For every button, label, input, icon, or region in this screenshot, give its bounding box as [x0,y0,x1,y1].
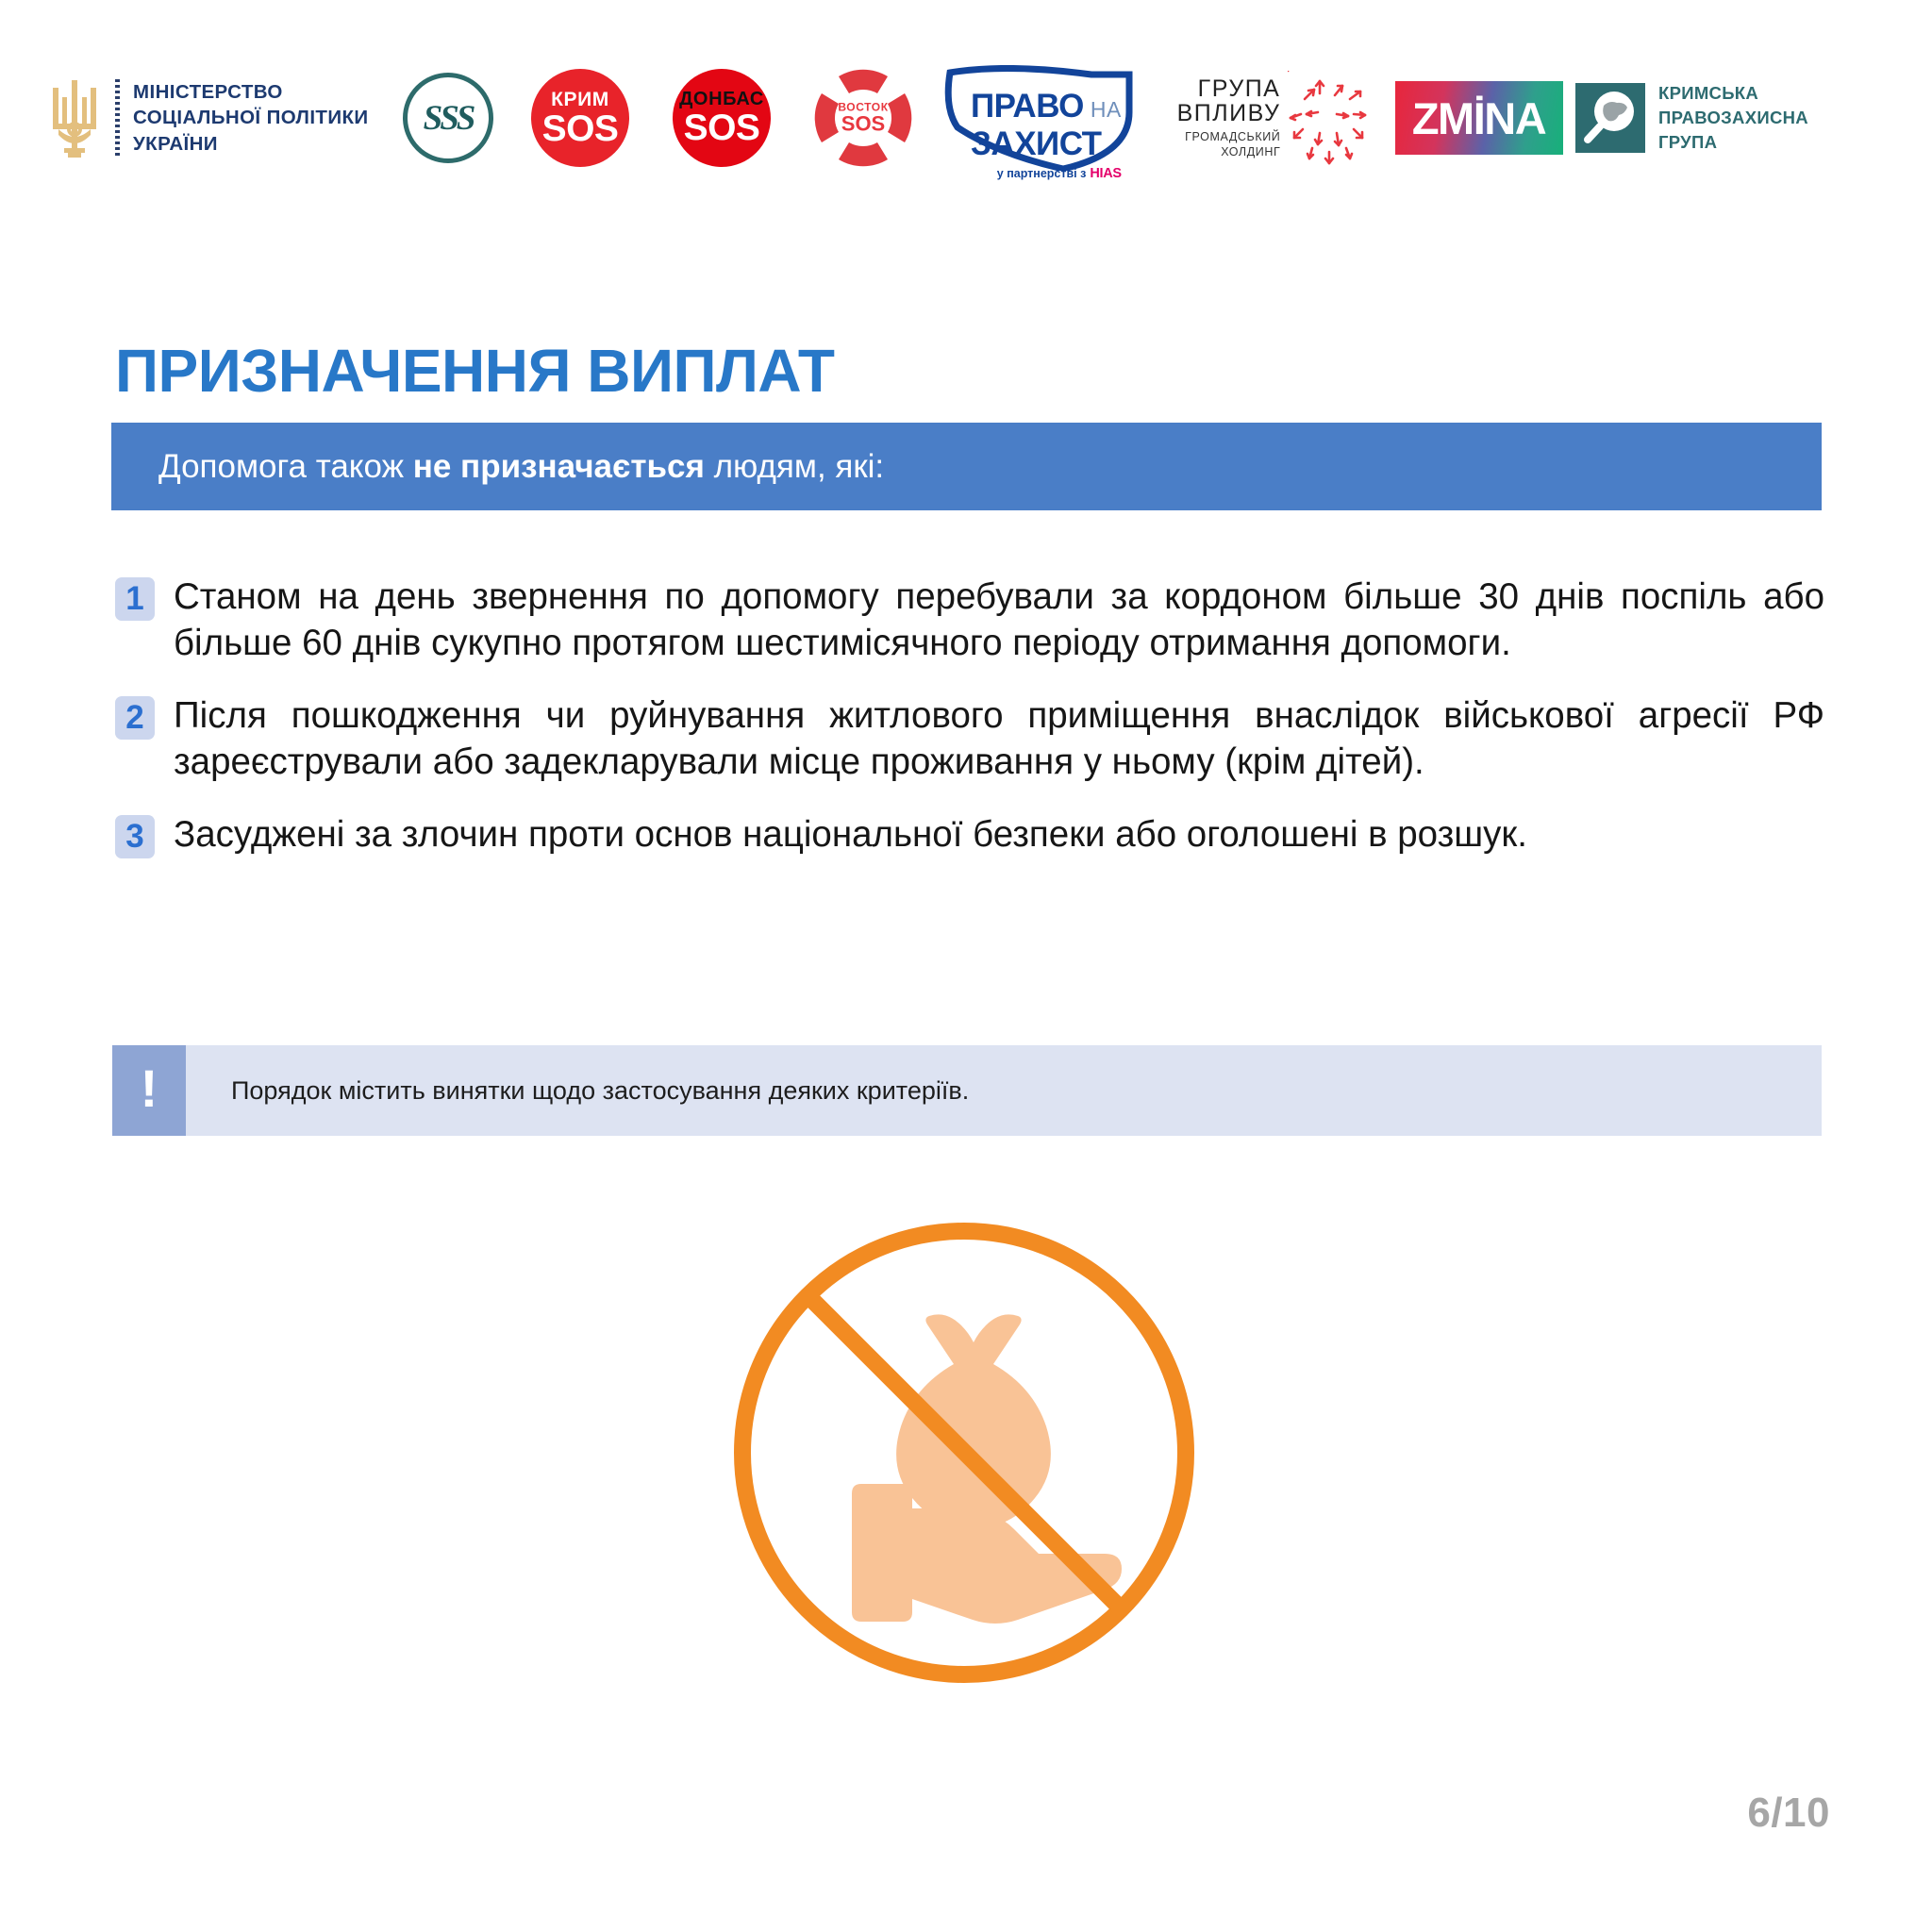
pravo-na-zakhyst-text [971,90,1122,181]
donbas-sos-circle-icon [673,69,771,167]
vostok-sos-label [812,102,914,135]
note-box [112,1045,1822,1136]
pravo-word: ПРАВО [971,88,1084,125]
partner-prefix-text: у партнерстві з [996,167,1087,180]
list-item-number-badge: 1 [115,577,155,621]
zmina-logo [1382,57,1575,179]
donbas-sos-main-text: SOS [683,108,760,148]
list-item-text: Засуджені за злочин проти основ національної безпеки або оголошені в розшук. [174,813,1527,855]
list-item-text: Після пошкодження чи руйнування житлового приміщення внаслідок військової агресії РФ зареєстрували або задекларували місце проживання у ньому (крім дітей). [174,694,1824,782]
grupa-line2: ВПЛИВУ [1176,99,1281,126]
grupa-line1: ГРУПА [1197,75,1281,102]
list-item [115,812,1824,858]
vostok-sos-top-text: ВОСТОК [838,100,889,114]
banner-suffix: людям, які: [704,447,885,485]
sss-logo [387,57,509,179]
money-bag-shape [896,1314,1051,1528]
krym-sos-main-text: SOS [541,108,619,149]
page-title: ПРИЗНАЧЕННЯ ВИПЛАТ [115,336,835,405]
exclamation-mark-glyph: ! [140,1058,158,1118]
ukraine-trident-icon [47,75,102,161]
sss-circle-icon [403,73,493,163]
zmina-gradient-box [1395,81,1563,155]
krym-sos-logo [509,57,651,179]
sss-logo-text: SSS [423,98,474,138]
grupa-sub1: ГРОМАДСЬКИЙ [1185,130,1281,144]
page-number: 6/10 [1747,1790,1830,1836]
list-item-number-badge: 3 [115,815,155,858]
partner-logo-bar [47,57,1894,179]
magnifier-crimea-icon [1575,83,1645,153]
na-word: НА [1090,97,1122,122]
section-banner [111,423,1822,510]
krym-sos-top-text: КРИМ [551,88,609,110]
krymska-logo-text: КРИМСЬКА ПРАВОЗАХИСНА ГРУПА [1658,82,1808,153]
donbas-sos-top-text: ДОНБАС [679,89,764,109]
ministry-logo-divider [115,79,120,157]
arrows-burst-icon [1288,71,1374,165]
list-item-number-badge: 2 [115,696,155,740]
zmina-logo-text: ZMİNA [1411,92,1546,143]
criteria-list [115,575,1824,885]
pravo-na-zakhyst-logo [934,57,1170,179]
note-box-text: Порядок містить винятки щодо застосування деяких критеріїв. [231,1075,970,1105]
zakhyst-word: ЗАХИСТ [971,125,1102,162]
section-banner-text [158,447,884,487]
krym-sos-circle-icon [531,69,629,167]
grupa-vplyvu-text [1177,76,1281,160]
list-item-text: Станом на день звернення по допомогу перебували за кордоном більше 30 днів поспіль або більше 60 днів сукупно протягом шестимісячного періоду отримання допомоги. [174,576,1824,663]
banner-prefix: Допомога також [158,447,413,485]
ministry-logo-text: МІНІСТЕРСТВО СОЦІАЛЬНОЇ ПОЛІТИКИ УКРАЇНИ [133,81,369,155]
donbas-sos-logo [651,57,792,179]
exclamation-icon [112,1045,186,1136]
banner-emphasis: не призначається [412,447,705,485]
krymska-pravozakhysna-grupa-logo [1575,57,1887,179]
hias-text: HIAS [1090,166,1122,181]
no-money-handout-illustration [714,1203,1214,1703]
list-item [115,575,1824,667]
vostok-sos-logo [792,57,934,179]
ministry-logo [47,57,387,179]
vostok-sos-main-text: SOS [841,111,886,136]
list-item [115,693,1824,786]
shield-icon [944,65,1159,181]
lifebuoy-icon [812,67,914,169]
grupa-sub2: ХОЛДИНГ [1221,144,1281,158]
grupa-vplyvu-logo [1170,57,1382,179]
